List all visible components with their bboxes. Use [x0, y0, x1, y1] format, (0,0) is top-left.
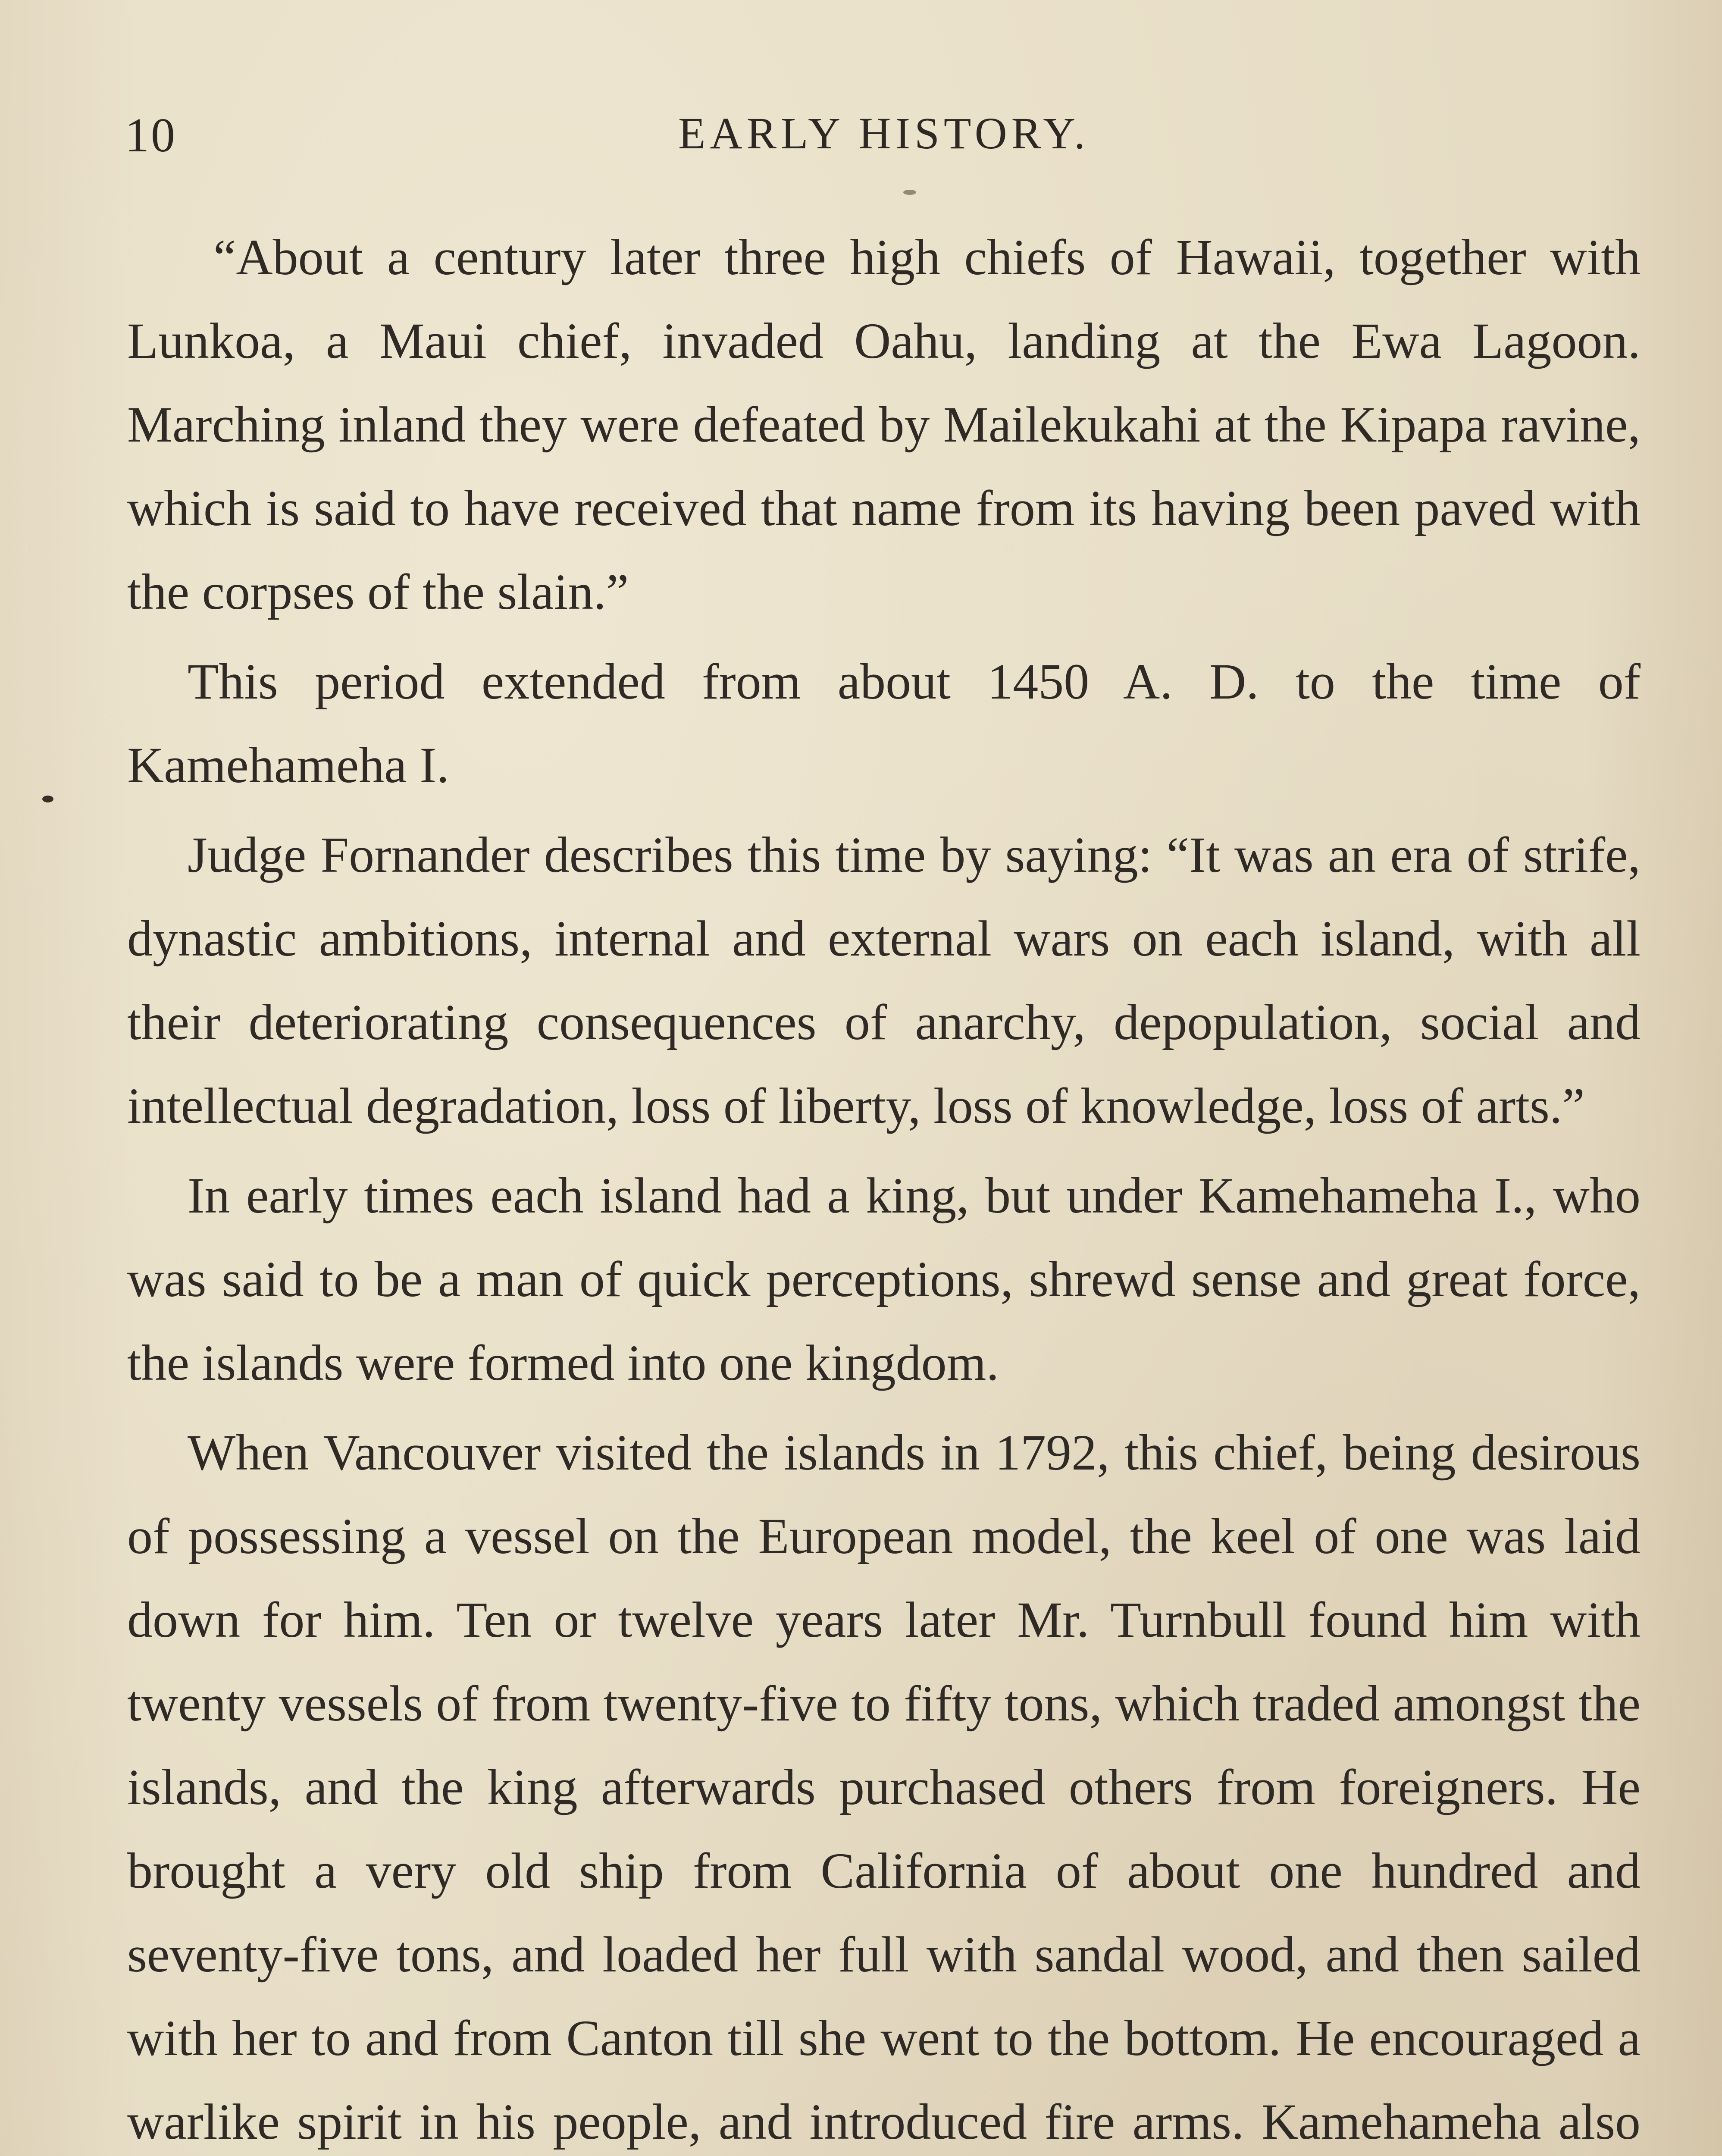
running-head: EARLY HISTORY.: [678, 109, 1090, 158]
paragraph: Judge Fornander describes this time by saying: “It was an era of strife, dynastic ambitions, internal and external wars on each island, with all their deteriorating consequences of anarchy, depopulation, social and intellectual degradation, loss of liberty, loss of knowledge, loss of arts.”: [127, 827, 1641, 1134]
page-header: [125, 108, 1643, 172]
page-number: 10: [125, 109, 177, 162]
paragraph: This period extended from about 1450 A. D. to the time of Kamehameha I.: [127, 653, 1641, 793]
ink-speck: [42, 796, 53, 802]
paragraph: In early times each island had a king, but under Kamehameha I., who was said to be a man of quick perceptions, shrewd sense and great force, the islands were formed into one kingdom.: [127, 1167, 1641, 1391]
paragraph: “About a century later three high chiefs of Hawaii, together with Lunkoa, a Maui chief, invaded Oahu, landing at the Ewa Lagoon. Marching inland they were defeated by Mailekukahi at the Kipapa ravine, which is said to have received that name from its having been paved with the corpses of the slain.”: [127, 229, 1641, 620]
paragraph: When Vancouver visited the islands in 1792, this chief, being desirous of possessing a vessel on the European model, the keel of one was laid down for him. Ten or twelve years later Mr. Turnbull found him with twenty vessels of from twenty-five to fifty tons, which traded amongst the islands, and the king afterwards purchased others from foreigners. He brought a very old ship from California of about one hundred and seventy-five tons, and loaded her full with sandal wood, and then sailed with her to and from Canton till she went to the bottom. He encouraged a warlike spirit in his people, and introduced fire arms. Kamehameha also: [127, 1424, 1641, 2150]
body-text: [127, 216, 1641, 2156]
ink-speck: [903, 190, 916, 195]
